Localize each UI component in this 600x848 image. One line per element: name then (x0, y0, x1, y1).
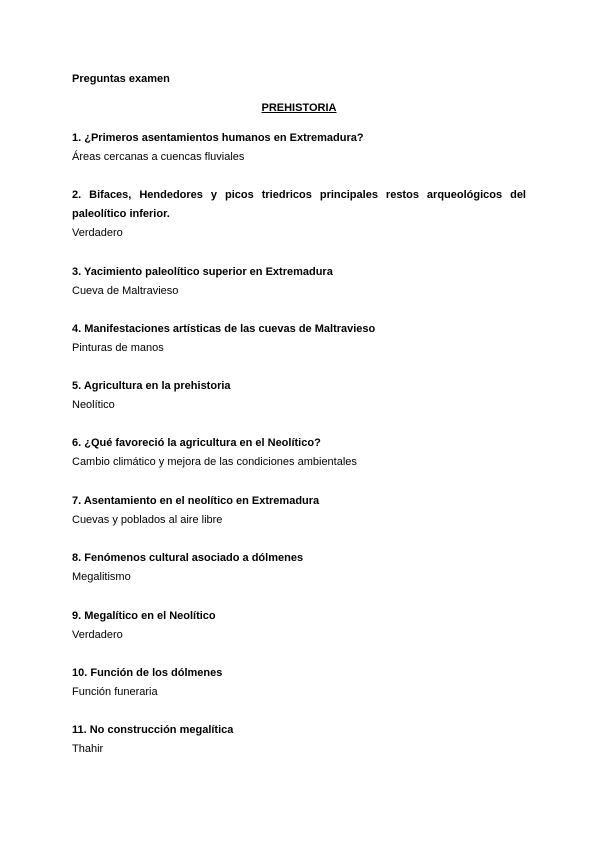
qa-item-4 (72, 320, 526, 358)
qa-item-5 (72, 377, 526, 415)
answer-1: Áreas cercanas a cuencas fluviales (72, 151, 245, 163)
qa-item-6 (72, 434, 526, 472)
answer-10: Función funeraria (72, 686, 158, 698)
section-title: PREHISTORIA (261, 102, 337, 114)
qa-item-2 (72, 186, 526, 243)
answer-11: Thahir (72, 743, 104, 755)
answer-7: Cuevas y poblados al aire libre (72, 514, 223, 526)
answer-2: Verdadero (72, 227, 123, 239)
question-8: 8. Fenómenos cultural asociado a dólmenes (72, 552, 304, 564)
document-title: Preguntas examen (72, 73, 170, 85)
question-6: 6. ¿Qué favoreció la agricultura en el Neolítico? (72, 437, 321, 449)
question-2: 2. Bifaces, Hendedores y picos triedricos principales restos arqueológicos del paleolítico inferior. (72, 189, 526, 220)
qa-item-11 (72, 721, 526, 759)
answer-6: Cambio climático y mejora de las condiciones ambientales (72, 456, 357, 468)
qa-item-3 (72, 263, 526, 301)
qa-item-8 (72, 549, 526, 587)
question-5: 5. Agricultura en la prehistoria (72, 380, 231, 392)
qa-item-10 (72, 664, 526, 702)
qa-item-7 (72, 492, 526, 530)
answer-8: Megalitismo (72, 571, 131, 583)
question-9: 9. Megalítico en el Neolítico (72, 610, 216, 622)
question-7: 7. Asentamiento en el neolítico en Extremadura (72, 495, 320, 507)
question-3: 3. Yacimiento paleolítico superior en Extremadura (72, 266, 333, 278)
qa-item-1 (72, 129, 526, 167)
answer-9: Verdadero (72, 629, 123, 641)
question-10: 10. Función de los dólmenes (72, 667, 223, 679)
answer-5: Neolítico (72, 399, 115, 411)
question-11: 11. No construcción megalítica (72, 724, 234, 736)
answer-4: Pinturas de manos (72, 342, 164, 354)
question-1: 1. ¿Primeros asentamientos humanos en Extremadura? (72, 132, 364, 144)
answer-3: Cueva de Maltravieso (72, 285, 179, 297)
qa-item-9 (72, 607, 526, 645)
question-4: 4. Manifestaciones artísticas de las cuevas de Maltravieso (72, 323, 376, 335)
